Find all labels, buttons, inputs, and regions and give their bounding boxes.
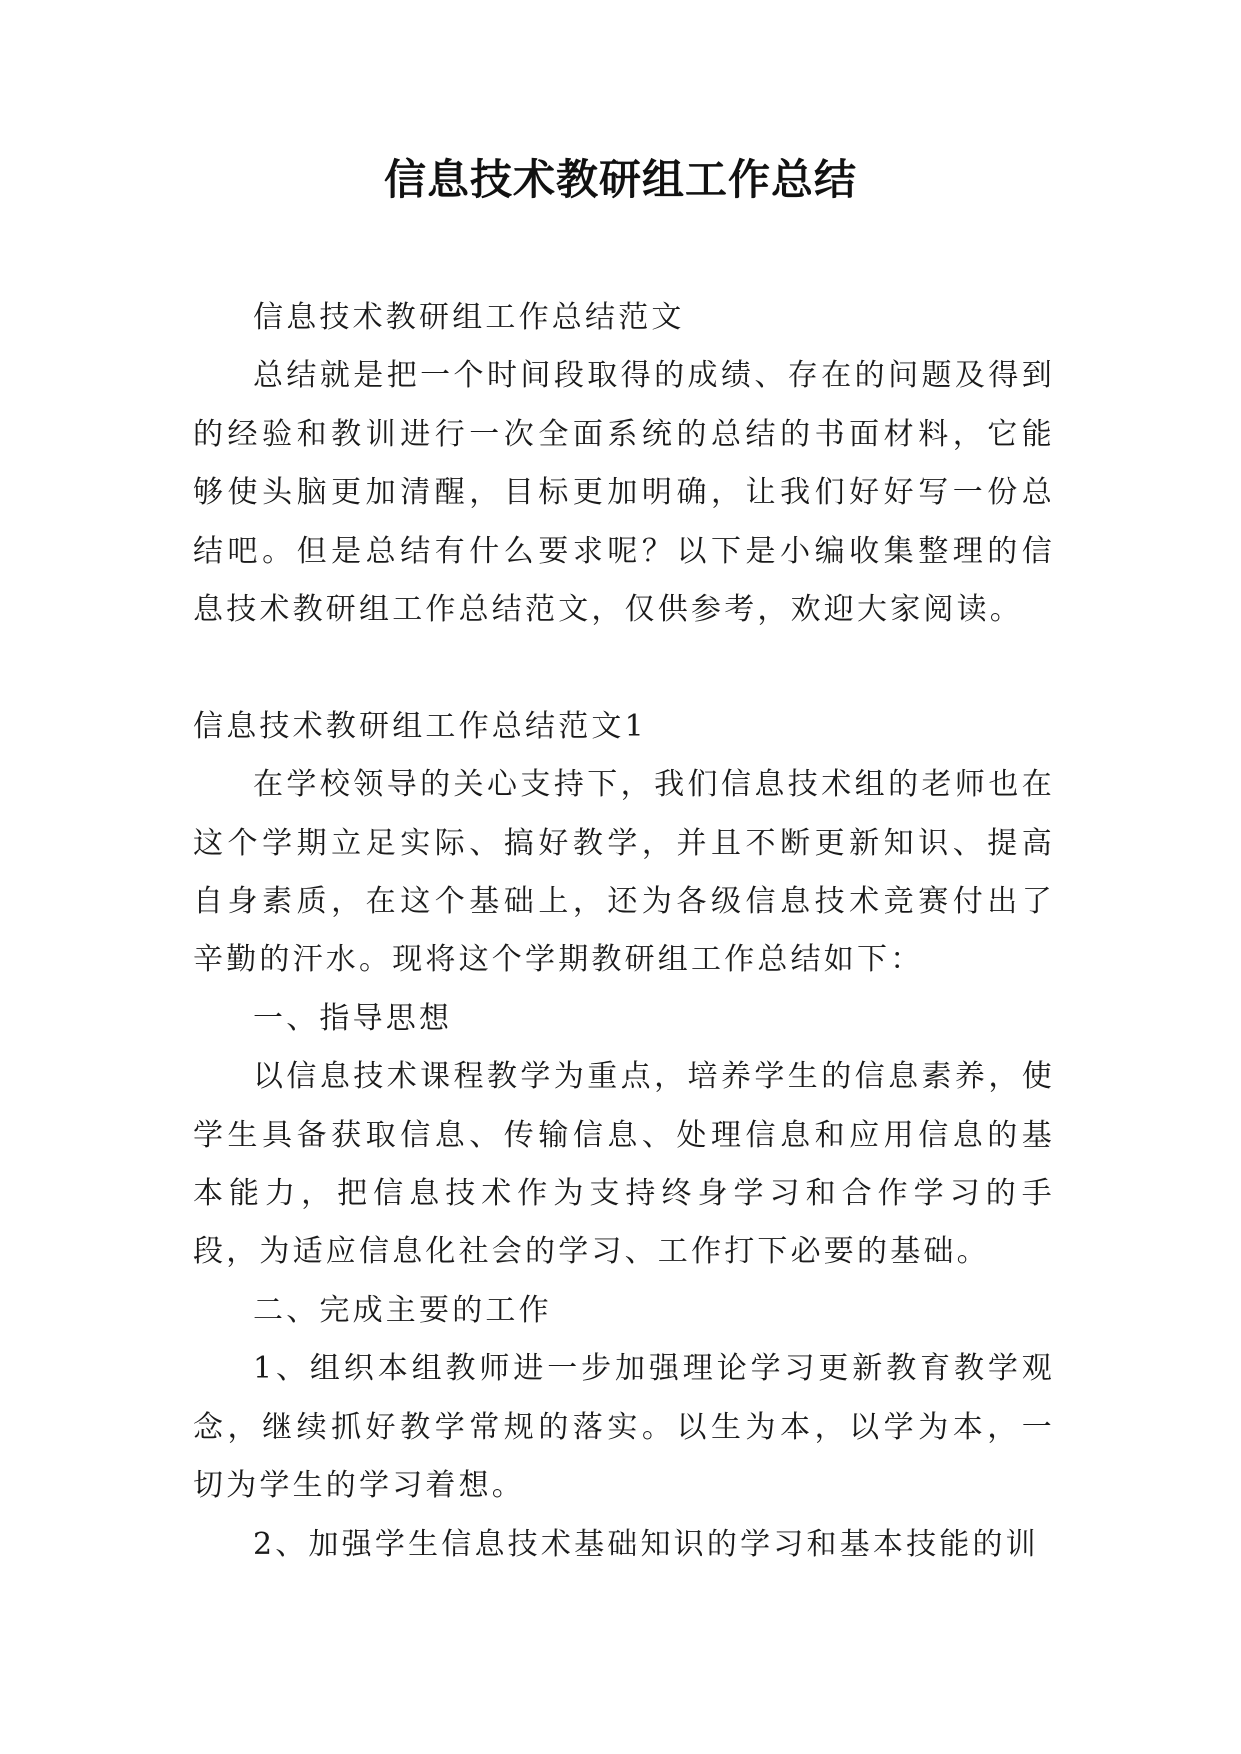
work-item-1: 1、组织本组教师进一步加强理论学习更新教育教学观念，继续抓好教学常规的落实。以生为本，以学为本，一切为学生的学习着想。: [193, 1351, 1055, 1504]
heading-main-work: 二、完成主要的工作: [253, 1292, 552, 1328]
intro-paragraph: 总结就是把一个时间段取得的成绩、存在的问题及得到的经验和教训进行一次全面系统的总结的书面材料，它能够使头脑更加清醒，目标更加明确，让我们好好写一份总结吧。但是总结有什么要求呢？以下是小编收集整理的信息技术教研组工作总结范文，仅供参考，欢迎大家阅读。: [193, 358, 1055, 628]
document-title: 信息技术教研组工作总结: [383, 155, 857, 204]
document-body: [193, 289, 1055, 1574]
section-heading: 信息技术教研组工作总结范文1: [193, 708, 647, 744]
guiding-idea-paragraph: 以信息技术课程教学为重点，培养学生的信息素养，使学生具备获取信息、传输信息、处理信息和应用信息的基本能力，把信息技术作为支持终身学习和合作学习的手段，为适应信息化社会的学习、工作打下必要的基础。: [193, 1059, 1055, 1270]
subtitle-paragraph: 信息技术教研组工作总结范文: [253, 300, 685, 335]
heading-guiding-idea: 一、指导思想: [253, 1000, 453, 1036]
opening-paragraph: 在学校领导的关心支持下，我们信息技术组的老师也在这个学期立足实际、搞好教学，并且不断更新知识、提高自身素质，在这个基础上，还为各级信息技术竞赛付出了辛勤的汗水。现将这个学期教研组工作总结如下：: [193, 767, 1055, 978]
paragraph-spacer: [193, 639, 1055, 697]
work-item-2: 2、加强学生信息技术基础知识的学习和基本技能的训: [253, 1526, 1039, 1562]
